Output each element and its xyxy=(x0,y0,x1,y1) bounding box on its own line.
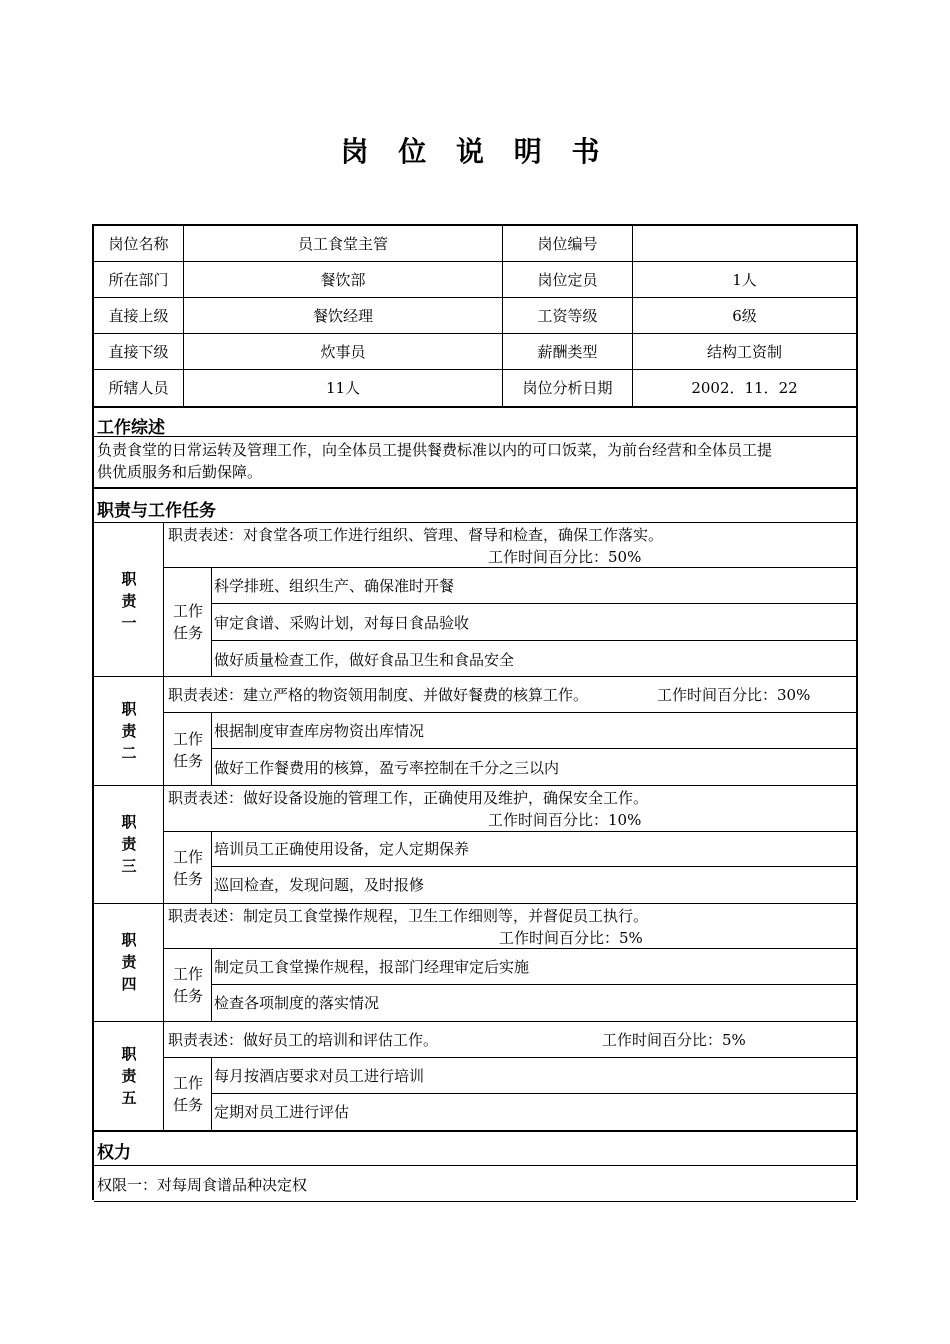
label-department: 所在部门 xyxy=(108,271,169,289)
label-headcount: 岗位定员 xyxy=(537,271,598,289)
duties-heading: 职责与工作任务 xyxy=(97,501,216,521)
authority-heading: 权力 xyxy=(97,1143,131,1163)
label-position-code: 岗位编号 xyxy=(537,235,598,253)
duty-3-label: 职 责 三 xyxy=(121,813,137,875)
value-analysis-date: 2002．11．22 xyxy=(691,379,798,397)
value-salary-grade: 6级 xyxy=(732,307,757,325)
duty-5-statement: 职责表述：做好员工的培训和评估工作。 xyxy=(168,1031,439,1049)
duty-1-task-2: 审定食谱、采购计划，对每日食品验收 xyxy=(214,614,470,632)
duty-3-task-2: 巡回检查，发现问题，及时报修 xyxy=(214,876,425,894)
duty-4-task-2: 检查各项制度的落实情况 xyxy=(214,994,380,1012)
duty-1-statement: 职责表述：对食堂各项工作进行组织、管理、督导和检查，确保工作落实。 xyxy=(168,526,664,544)
label-salary-grade: 工资等级 xyxy=(537,307,598,325)
duty-5-percent: 工作时间百分比：5% xyxy=(602,1031,746,1049)
duty-2-task-2: 做好工作餐费用的核算，盈亏率控制在千分之三以内 xyxy=(214,759,560,777)
document-title: 岗 位 说 明 书 xyxy=(340,135,610,168)
duty-5-task-2: 定期对员工进行评估 xyxy=(214,1103,350,1121)
duty-2-task-1: 根据制度审查库房物资出库情况 xyxy=(214,722,425,740)
duty-2-statement: 职责表述：建立严格的物资领用制度、并做好餐费的核算工作。 xyxy=(168,686,589,704)
job-description-form xyxy=(92,224,858,1200)
summary-heading: 工作综述 xyxy=(97,418,165,438)
duty-1-percent: 工作时间百分比：50% xyxy=(488,548,642,566)
value-department: 餐饮部 xyxy=(320,271,366,289)
summary-line-2: 供优质服务和后勤保障。 xyxy=(97,463,263,481)
value-direct-subordinate: 炊事员 xyxy=(320,343,366,361)
value-direct-superior: 餐饮经理 xyxy=(312,307,373,325)
duty-3-statement: 职责表述：做好设备设施的管理工作，正确使用及维护，确保安全工作。 xyxy=(168,789,649,807)
duty-3-percent: 工作时间百分比：10% xyxy=(488,811,642,829)
duty-4-task-1: 制定员工食堂操作规程，报部门经理审定后实施 xyxy=(214,958,530,976)
duty-4-statement: 职责表述：制定员工食堂操作规程，卫生工作细则等，并督促员工执行。 xyxy=(168,907,649,925)
value-pay-type: 结构工资制 xyxy=(706,343,782,361)
duty-3-task-label: 工作 任务 xyxy=(172,848,203,888)
duty-2-task-label: 工作 任务 xyxy=(172,730,203,770)
label-staff-count: 所辖人员 xyxy=(108,379,169,397)
value-position-code xyxy=(633,226,856,262)
duty-5-task-label: 工作 任务 xyxy=(172,1074,203,1114)
value-position-name: 员工食堂主管 xyxy=(297,235,388,253)
duty-2-percent: 工作时间百分比：30% xyxy=(657,686,811,704)
value-headcount: 1人 xyxy=(732,271,757,289)
summary-line-1: 负责食堂的日常运转及管理工作，向全体员工提供餐费标准以内的可口饭菜，为前台经营和全体员工提 xyxy=(97,441,773,459)
duty-4-percent: 工作时间百分比：5% xyxy=(499,929,643,947)
authority-item-1: 权限一：对每周食谱品种决定权 xyxy=(97,1176,308,1194)
duty-3-task-1: 培训员工正确使用设备，定人定期保养 xyxy=(214,840,470,858)
value-staff-count: 11人 xyxy=(325,379,361,397)
duty-4-label: 职 责 四 xyxy=(121,931,137,993)
label-direct-subordinate: 直接下级 xyxy=(108,343,169,361)
label-position-name: 岗位名称 xyxy=(108,235,169,253)
duty-1-task-3: 做好质量检查工作，做好食品卫生和食品安全 xyxy=(214,651,515,669)
duty-5-task-1: 每月按酒店要求对员工进行培训 xyxy=(214,1067,425,1085)
label-pay-type: 薪酬类型 xyxy=(537,343,598,361)
label-direct-superior: 直接上级 xyxy=(108,307,169,325)
duty-1-task-1: 科学排班、组织生产、确保准时开餐 xyxy=(214,577,455,595)
duty-1-label: 职 责 一 xyxy=(121,570,137,632)
duty-1-task-label: 工作 任务 xyxy=(172,602,203,642)
duty-4-task-label: 工作 任务 xyxy=(172,965,203,1005)
duty-5-label: 职 责 五 xyxy=(121,1045,137,1107)
duty-2-label: 职 责 二 xyxy=(121,700,137,762)
label-analysis-date: 岗位分析日期 xyxy=(522,379,613,397)
